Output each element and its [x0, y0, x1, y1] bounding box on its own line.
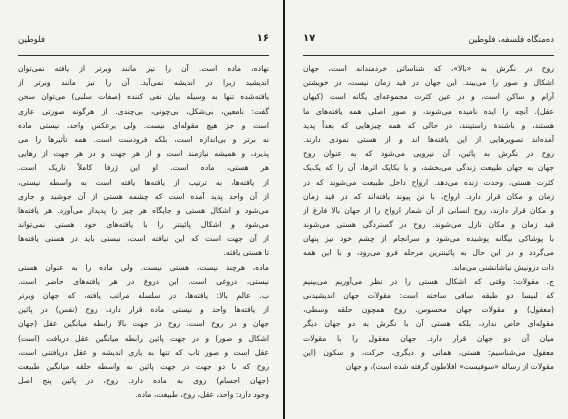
- text-line: تا هستی یافته.: [223, 248, 269, 258]
- text-line: جهان به جهان طبیعت زندگی می‌بخشد، و با یکایک اثرها، آن را که یک‌یک: [303, 163, 554, 173]
- text-line: که لبیسا دو طبقه سافی ساخته است: مقولات جهان اندیشیدنی: [303, 291, 554, 300]
- text-line: (معقول) و مقولات جهان محسوس. روح همچون حلقه وسطی،: [303, 305, 554, 315]
- text-line: عقل). آنچه را ایده نامیده می‌شوند، و صور اصلی همه یافته‌های ما: [303, 106, 554, 116]
- text-line: زمان و مکان قرار دارد. ارواح، با تن پیوند یافته‌اند که در قید زمان: [303, 191, 554, 201]
- text-line: آرام و ساکن است، و در عین کثرت مجموعه‌ای یگانه است (کیهان: [303, 92, 554, 102]
- text-line: با پوشاکی بیگانه پوشیده می‌شود و سرانجام از چشم خود نیز پنهان: [303, 234, 554, 244]
- text-line: اشکال و صور) و در جهت پائین رابطه میانگین عقل دریافت (است): [18, 333, 269, 343]
- text-line: می‌شود و اشکال پائینتر را با یافته‌های خود هستی نمی‌تواند: [18, 220, 269, 230]
- text-line: از یافته‌ها واحد و نیستی ماده قرار دارد، روح (نفس) در پائین: [18, 305, 269, 315]
- text-line: از آن واحد پدید آمده است که چشمه هستی از آن جوشید و جاری: [18, 191, 269, 201]
- text-line: نهاده، ماده است. آن را نیز مانند وبرتر از یافته نمی‌توان: [18, 64, 269, 73]
- text-line: از آن جهت است که این نیافته است، نیستی باید در هستی یافته‌ها: [18, 234, 269, 244]
- text-line: آمده‌اند تصویرهایی از این یافته‌ها اند و از هستی نمودی دارند.: [303, 134, 554, 144]
- text-line: هستند، و باشندۀ راستینند، در حالی که همه چیزهایی که بعداً پدید: [303, 120, 554, 130]
- text-line: ج. مقولات: وقتی که اشکال هستی را در نظر می‌آوریم می‌بینیم: [303, 276, 554, 286]
- text-line: می‌شود و اشکال هستی و جایگاه هر چیز را پدیدار می‌آورد. هر یافته‌ها: [18, 205, 269, 215]
- right-page: [285, 0, 568, 419]
- running-head: ده‌منگاه فلسفه، فلوطین: [468, 35, 554, 45]
- text-line: نه برتر و بی‌اندازه است، بلکه فرودست است. همه تأثیرها را می‌: [18, 134, 269, 144]
- text-line: جهان و در روح است. روح در جهت بالا رابطه میانگین عقل (جهان: [18, 319, 269, 329]
- text-line: میان آن دو جهان قرار دارد. جهان معقول را با مقولات: [303, 333, 554, 343]
- text-line: عقل است و صور تاب که تنها به یاری اندیشه و عقل دریافتنی است،: [18, 347, 269, 357]
- text-line: یافته‌شده تنها به وسیله بیان نفی کننده (صفات سلبی) می‌توان سخن: [18, 92, 269, 102]
- text-line: وجود دارد: واحد، عقل، روح، طبیعت، ماده.: [135, 390, 269, 400]
- text-line: (جهان اجسام) روی به ماده دارد. روح، در پائین پنج اصل: [18, 376, 269, 386]
- text-line: نیستی، دروغی است. این دروغ در هر یافته‌های حاضر است.: [18, 276, 269, 286]
- running-head: فلوطین: [18, 35, 46, 45]
- text-line: و مکان قرار دارند، روح انسانی از آن شمار ارواح را از جهان بالا فارغ از: [303, 205, 554, 215]
- header-rule: [18, 55, 269, 56]
- text-line: می‌گردد و در این حال به پائینترین مرحله فرو می‌رود، و با این همه: [303, 248, 554, 258]
- text-line: پذیرد، و همیشه نیازمند است و از هر جهت و در هر جهت از رهایی: [18, 149, 269, 159]
- page-body: [303, 62, 554, 374]
- page-number: ۱۶: [256, 33, 269, 44]
- text-line: ذات درونیش نیاشانشنی می‌ماند.: [451, 262, 554, 272]
- text-line: اشکال و صور را می‌بیند. این جهان در قید زمان نیست، در خویشتن: [303, 78, 554, 88]
- text-line: هر هستی، ماده است. او این ژرفا کاملاً تاریک است.: [18, 163, 269, 173]
- text-line: معقول می‌شناسیم: هستی، همانی و دیگری، حرکت، و سکون (این: [303, 347, 554, 357]
- text-line: روح که با دو جهت در جهت پائین به واسطه حلقه میانگین طبیعت: [18, 361, 269, 371]
- left-page: [0, 0, 283, 419]
- text-line: روح در نگرش به پائین، آن نیرویی می‌شود که به عنوان روح: [303, 149, 554, 159]
- text-line: است و جز هیچ مقوله‌ای نیست. ولی برعکس واحد، نیستی ماده: [18, 120, 269, 130]
- text-line: مقولات از رساله «سوفیست» افلاطون گرفته شده است)، و جهان: [345, 361, 554, 371]
- text-line: قید زمان و مکان نازل می‌شوند. روح در گستردگی هستی می‌شوند: [303, 220, 554, 230]
- page-header: [18, 34, 269, 48]
- text-line: کثرت هستی، وحدت زنده می‌دهد. ارواح داخل طبیعت می‌شوند که در: [303, 177, 554, 187]
- text-line: اندیشید زیرا در اندیشه نمی‌آید. آن را نیز مانند وبرتر از: [18, 78, 269, 88]
- page-body: [18, 62, 269, 403]
- text-line: ماده، هرچند نیست، هستی نیست. ولی ماده را به عنوان هستی: [18, 262, 269, 272]
- text-line: روح در نگرش به «بالا»، که شناسائی خردمندانه است، جهان: [303, 64, 554, 73]
- text-line: مقوله‌ای خاص ندارد، بلکه هستی آن با نگرش به دو جهان دیگر: [303, 319, 554, 329]
- text-line: از یافته‌ها، به ترتیب از یافته‌ها یافته است به واسطه نیستی،: [18, 177, 269, 187]
- header-rule: [303, 55, 554, 56]
- text-line: ب. عالم بالا: یافته‌ها، در سلسله مراتب یافته، که جهان وبرتر: [18, 291, 269, 300]
- page-number: ۱۷: [303, 33, 316, 44]
- page-header: [303, 34, 554, 48]
- text-line: گفت: نامعین، بی‌شکل، بی‌چونی، بی‌چندی. از هرگونه صورتی عاری: [18, 106, 269, 116]
